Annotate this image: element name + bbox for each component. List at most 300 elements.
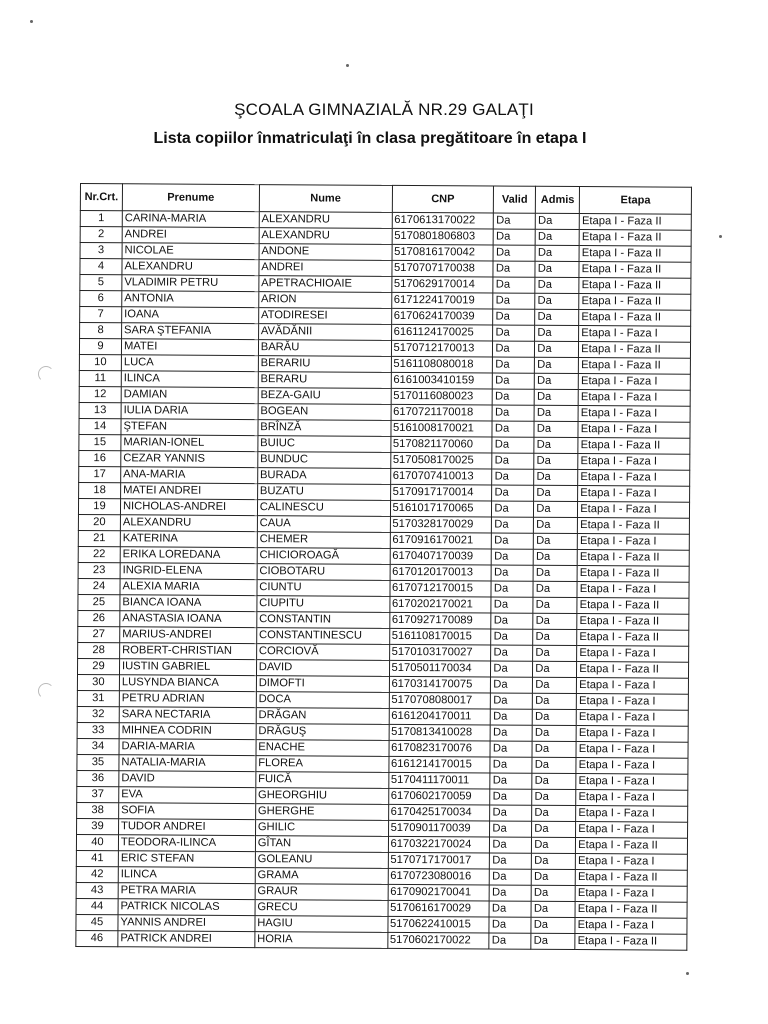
cell-admis: Da [532,709,576,725]
cell-etapa: Etapa I - Faza I [578,486,690,503]
cell-etapa: Etapa I - Faza I [575,886,687,903]
cell-cnp: 5170411170011 [388,772,490,789]
cell-valid: Da [490,821,532,837]
cell-nr: 44 [76,898,118,914]
cell-valid: Da [489,933,531,949]
cell-nume: AVĂDĂNII [258,324,391,341]
scan-speck [719,235,722,238]
cell-admis: Da [534,469,578,485]
cell-cnp: 5170801806803 [392,228,494,245]
cell-cnp: 5170622410015 [387,916,489,933]
cell-cnp: 6161214170015 [388,756,490,773]
cell-admis: Da [535,261,579,277]
cell-etapa: Etapa I - Faza I [577,678,689,695]
cell-nr: 26 [78,610,120,626]
column-header-etapa: Etapa [580,187,692,215]
cell-nume: CHEMER [257,532,390,549]
cell-cnp: 6170927170089 [389,612,491,629]
cell-cnp: 5161108080018 [391,356,493,373]
cell-admis: Da [535,277,579,293]
cell-etapa: Etapa I - Faza II [577,662,689,679]
cell-valid: Da [493,261,535,277]
cell-nume: CIUNTU [257,580,390,597]
cell-nr: 30 [77,674,119,690]
cell-etapa: Etapa I - Faza I [578,454,690,471]
cell-prenume: MATEI ANDREI [121,483,258,500]
cell-admis: Da [532,789,576,805]
cell-valid: Da [490,757,532,773]
cell-valid: Da [490,805,532,821]
cell-valid: Da [493,293,535,309]
cell-etapa: Etapa I - Faza II [579,214,691,231]
cell-nume: BOGEAN [258,404,391,421]
cell-prenume: ERIKA LOREDANA [120,547,257,564]
cell-admis: Da [533,549,577,565]
cell-prenume: TEODORA-ILINCA [118,835,255,852]
cell-valid: Da [489,917,531,933]
cell-cnp: 6161204170011 [389,708,491,725]
cell-admis: Da [534,517,578,533]
cell-cnp: 6170723080016 [388,868,490,885]
cell-admis: Da [535,245,579,261]
column-header-nr: Nr.Crt. [80,184,122,211]
cell-etapa: Etapa I - Faza I [578,390,690,407]
cell-prenume: ROBERT-CHRISTIAN [120,643,257,660]
cell-nume: DRĂGAN [256,708,389,725]
cell-admis: Da [534,485,578,501]
cell-admis: Da [535,309,579,325]
cell-nume: GRAMA [255,868,388,885]
table-body [76,211,691,951]
cell-prenume: IULIA DARIA [121,403,258,420]
cell-nr: 8 [80,323,122,339]
cell-valid: Da [492,501,534,517]
cell-valid: Da [492,517,534,533]
cell-nume: ENACHE [256,740,389,757]
cell-prenume: YANNIS ANDREI [118,915,255,932]
cell-nr: 43 [76,882,118,898]
cell-nr: 16 [79,450,121,466]
enrollment-table [75,183,692,951]
cell-valid: Da [492,453,534,469]
cell-etapa: Etapa I - Faza II [577,598,689,615]
column-header-valid: Valid [494,186,536,213]
cell-nume: GRAUR [255,884,388,901]
cell-prenume: ANA-MARIA [121,467,258,484]
cell-nume: HORIA [255,932,388,949]
cell-nr: 11 [79,370,121,386]
cell-nr: 2 [80,227,122,243]
cell-nr: 27 [78,626,120,642]
cell-prenume: ILINCA [121,371,258,388]
cell-nume: BERARU [258,372,391,389]
cell-prenume: DAMIAN [121,387,258,404]
cell-etapa: Etapa I - Faza I [576,774,688,791]
cell-nr: 23 [78,562,120,578]
cell-admis: Da [532,741,576,757]
cell-etapa: Etapa I - Faza II [579,310,691,327]
cell-admis: Da [534,437,578,453]
cell-valid: Da [490,837,532,853]
cell-etapa: Etapa I - Faza II [579,230,691,247]
cell-nume: CIUPITU [257,596,390,613]
cell-valid: Da [491,581,533,597]
cell-cnp: 5170116080023 [391,388,493,405]
scan-speck [30,20,33,23]
cell-nr: 5 [80,275,122,291]
cell-cnp: 5161017170065 [390,500,492,517]
cell-valid: Da [492,549,534,565]
cell-etapa: Etapa I - Faza II [577,614,689,631]
cell-prenume: ALEXANDRU [122,259,259,276]
cell-valid: Da [492,405,534,421]
cell-cnp: 6170120170013 [390,564,492,581]
cell-valid: Da [491,677,533,693]
cell-nume: CIOBOTARU [257,564,390,581]
cell-admis: Da [532,773,576,789]
cell-valid: Da [492,437,534,453]
cell-admis: Da [533,677,577,693]
cell-prenume: TUDOR ANDREI [118,819,255,836]
cell-admis: Da [534,421,578,437]
cell-admis: Da [533,661,577,677]
cell-valid: Da [494,229,536,245]
cell-nr: 19 [78,498,120,514]
cell-prenume: CARINA-MARIA [122,211,259,228]
cell-admis: Da [531,917,575,933]
cell-valid: Da [493,309,535,325]
cell-nume: GHERGHE [255,804,388,821]
cell-prenume: IUSTIN GABRIEL [119,659,256,676]
cell-etapa: Etapa I - Faza II [578,518,690,535]
cell-prenume: CEZAR YANNIS [121,451,258,468]
cell-valid: Da [489,885,531,901]
cell-nr: 36 [77,770,119,786]
document-title: Lista copiilor înmatriculaţi în clasa pregătitoare în etapa I [153,130,587,147]
cell-cnp: 6170314170075 [389,676,491,693]
cell-valid: Da [493,389,535,405]
cell-cnp: 6171224170019 [391,292,493,309]
cell-nr: 40 [76,834,118,850]
cell-admis: Da [531,869,575,885]
cell-nr: 17 [79,466,121,482]
cell-valid: Da [492,421,534,437]
cell-nume: ATODIRESEI [258,308,391,325]
cell-prenume: ANASTASIA IOANA [120,611,257,628]
cell-nume: GÎTAN [255,836,388,853]
cell-nr: 9 [79,339,121,355]
cell-cnp: 5170821170060 [390,436,492,453]
cell-valid: Da [491,613,533,629]
cell-etapa: Etapa I - Faza I [578,422,690,439]
cell-etapa: Etapa I - Faza I [576,806,688,823]
cell-admis: Da [533,613,577,629]
cell-etapa: Etapa I - Faza II [579,294,691,311]
cell-etapa: Etapa I - Faza II [579,278,691,295]
cell-etapa: Etapa I - Faza I [576,742,688,759]
cell-nume: BURADA [257,468,390,485]
cell-admis: Da [531,901,575,917]
cell-nume: DIMOFTI [256,676,389,693]
cell-cnp: 6161003410159 [391,372,493,389]
cell-cnp: 5170816170042 [392,244,494,261]
cell-nume: FLOREA [256,756,389,773]
cell-nr: 10 [79,354,121,370]
cell-etapa: Etapa I - Faza I [577,646,689,663]
cell-prenume: MARIUS-ANDREI [120,627,257,644]
cell-prenume: ALEXANDRU [120,515,257,532]
cell-prenume: NATALIA-MARIA [119,755,256,772]
cell-etapa: Etapa I - Faza I [576,726,688,743]
cell-nr: 29 [77,658,119,674]
cell-cnp: 5170501170034 [389,660,491,677]
cell-prenume: KATERINA [120,531,257,548]
cell-prenume: LUSYNDA BIANCA [119,675,256,692]
cell-nr: 22 [78,546,120,562]
cell-etapa: Etapa I - Faza I [578,470,690,487]
cell-nume: GOLEANU [255,852,388,869]
cell-nr: 24 [78,578,120,594]
cell-nume: ANDREI [259,260,392,277]
cell-admis: Da [535,373,579,389]
cell-cnp: 6170712170015 [390,580,492,597]
cell-cnp: 6170916170021 [390,532,492,549]
cell-etapa: Etapa I - Faza II [575,902,687,919]
cell-valid: Da [491,661,533,677]
cell-etapa: Etapa I - Faza II [579,246,691,263]
cell-nr: 31 [77,690,119,706]
cell-prenume: MARIAN-IONEL [121,435,258,452]
cell-admis: Da [533,565,577,581]
cell-admis: Da [535,229,579,245]
cell-nume: CAUA [257,516,390,533]
cell-nume: CONSTANTINESCU [256,628,389,645]
cell-nume: GHEORGHIU [255,788,388,805]
cell-nr: 25 [78,594,120,610]
cell-cnp: 6170707410013 [390,468,492,485]
cell-etapa: Etapa I - Faza II [578,438,690,455]
cell-valid: Da [489,901,531,917]
cell-nr: 7 [80,307,122,323]
cell-nume: DOCA [256,692,389,709]
cell-etapa: Etapa I - Faza II [575,934,687,951]
cell-valid: Da [490,773,532,789]
cell-nume: BRÎNZĂ [258,420,391,437]
cell-admis: Da [535,213,579,229]
cell-admis: Da [532,805,576,821]
cell-prenume: BIANCA IOANA [120,595,257,612]
cell-nume: GRECU [255,900,388,917]
cell-valid: Da [490,853,532,869]
cell-etapa: Etapa I - Faza II [577,630,689,647]
cell-admis: Da [531,933,575,949]
cell-admis: Da [533,693,577,709]
cell-valid: Da [490,789,532,805]
scan-speck [346,64,349,67]
cell-cnp: 5170508170025 [390,452,492,469]
cell-nr: 14 [79,418,121,434]
cell-prenume: LUCA [121,355,258,372]
cell-cnp: 5170328170029 [390,516,492,533]
cell-nr: 18 [79,482,121,498]
cell-valid: Da [490,725,532,741]
cell-nr: 28 [78,642,120,658]
cell-prenume: PATRICK ANDREI [118,931,255,948]
punch-hole-mark [38,683,54,699]
cell-prenume: ILINCA [118,867,255,884]
cell-prenume: SARA NECTARIA [119,707,256,724]
cell-cnp: 6161124170025 [391,324,493,341]
cell-nume: BARĂU [258,340,391,357]
cell-cnp: 5161008170021 [390,420,492,437]
cell-etapa: Etapa I - Faza I [578,502,690,519]
cell-admis: Da [531,885,575,901]
cell-nume: ARION [259,292,392,309]
cell-prenume: NICHOLAS-ANDREI [120,499,257,516]
cell-cnp: 5170707170038 [391,260,493,277]
cell-cnp: 5170917170014 [390,484,492,501]
cell-prenume: ANDREI [122,227,259,244]
cell-nr: 41 [76,850,118,866]
cell-prenume: NICOLAE [122,243,259,260]
cell-nume: BUZATU [257,484,390,501]
cell-valid: Da [492,485,534,501]
cell-nume: ANDONE [259,244,392,261]
cell-admis: Da [532,757,576,773]
cell-prenume: VLADIMIR PETRU [122,275,259,292]
cell-valid: Da [492,469,534,485]
cell-nume: ALEXANDRU [259,212,392,229]
cell-etapa: Etapa I - Faza I [576,694,688,711]
cell-admis: Da [534,453,578,469]
cell-cnp: 5170103170027 [389,644,491,661]
cell-etapa: Etapa I - Faza II [576,838,688,855]
cell-valid: Da [490,741,532,757]
cell-nr: 39 [77,818,119,834]
cell-admis: Da [534,389,578,405]
column-header-nume: Nume [259,185,392,213]
cell-valid: Da [493,277,535,293]
cell-admis: Da [534,501,578,517]
cell-prenume: PATRICK NICOLAS [118,899,255,916]
cell-etapa: Etapa I - Faza I [578,374,690,391]
cell-valid: Da [490,869,532,885]
cell-valid: Da [493,245,535,261]
cell-valid: Da [491,597,533,613]
cell-nr: 21 [78,530,120,546]
school-name: ŞCOALA GIMNAZIALĂ NR.29 GALAŢI [234,100,534,119]
cell-valid: Da [493,373,535,389]
cell-nume: CONSTANTIN [257,612,390,629]
table-row [76,930,687,950]
cell-etapa: Etapa I - Faza II [579,358,691,375]
cell-prenume: SOFIA [119,803,256,820]
cell-nr: 32 [77,706,119,722]
cell-nr: 4 [80,259,122,275]
cell-admis: Da [535,341,579,357]
table-header-row [80,184,691,215]
cell-etapa: Etapa I - Faza I [578,406,690,423]
cell-valid: Da [493,357,535,373]
cell-prenume: PETRU ADRIAN [119,691,256,708]
cell-cnp: 5170708080017 [389,692,491,709]
cell-nr: 35 [77,754,119,770]
cell-nume: DRĂGUŞ [256,724,389,741]
cell-admis: Da [534,533,578,549]
cell-nr: 12 [79,386,121,402]
cell-cnp: 6170202170021 [389,596,491,613]
cell-valid: Da [491,629,533,645]
cell-cnp: 6170322170024 [388,836,490,853]
cell-valid: Da [491,565,533,581]
cell-cnp: 6170602170059 [388,788,490,805]
cell-cnp: 6170624170039 [391,308,493,325]
cell-prenume: DARIA-MARIA [119,739,256,756]
cell-nr: 33 [77,722,119,738]
cell-prenume: ANTONIA [122,291,259,308]
cell-etapa: Etapa I - Faza II [579,342,691,359]
cell-nume: ALEXANDRU [259,228,392,245]
cell-nr: 46 [76,930,118,946]
cell-nr: 3 [80,243,122,259]
cell-nume: GHILIC [255,820,388,837]
cell-nr: 1 [80,211,122,227]
cell-nr: 42 [76,866,118,882]
cell-nr: 37 [77,786,119,802]
cell-prenume: ERIC STEFAN [118,851,255,868]
cell-etapa: Etapa I - Faza I [579,326,691,343]
cell-nume: BEZA-GAIU [258,388,391,405]
cell-prenume: IOANA [122,307,259,324]
cell-prenume: MATEI [121,339,258,356]
cell-etapa: Etapa I - Faza I [577,534,689,551]
cell-etapa: Etapa I - Faza I [576,854,688,871]
cell-admis: Da [533,629,577,645]
cell-cnp: 5170616170029 [388,900,490,917]
scan-speck [686,972,689,975]
cell-cnp: 6170425170034 [388,804,490,821]
cell-etapa: Etapa I - Faza II [575,870,687,887]
cell-admis: Da [532,837,576,853]
cell-etapa: Etapa I - Faza I [576,758,688,775]
cell-prenume: EVA [119,787,256,804]
cell-nr: 45 [76,914,118,930]
cell-etapa: Etapa I - Faza I [576,710,688,727]
cell-cnp: 6170407170039 [390,548,492,565]
column-header-admis: Admis [536,186,580,213]
cell-cnp: 5161108170015 [389,628,491,645]
cell-admis: Da [533,597,577,613]
cell-cnp: 6170823170076 [389,740,491,757]
cell-prenume: DAVID [119,771,256,788]
cell-prenume: MIHNEA CODRIN [119,723,256,740]
cell-nume: CHICIOROAGĂ [257,548,390,565]
cell-etapa: Etapa I - Faza I [577,582,689,599]
cell-prenume: SARA ŞTEFANIA [122,323,259,340]
cell-cnp: 5170712170013 [391,340,493,357]
cell-cnp: 6170613170022 [392,212,494,229]
cell-admis: Da [533,581,577,597]
cell-nume: BUNDUC [258,452,391,469]
cell-nume: DAVID [256,660,389,677]
cell-admis: Da [534,405,578,421]
cell-valid: Da [491,693,533,709]
cell-nume: BERARIU [258,356,391,373]
cell-cnp: 5170717170017 [388,852,490,869]
cell-admis: Da [533,645,577,661]
cell-etapa: Etapa I - Faza I [576,790,688,807]
column-header-prenume: Prenume [122,184,259,212]
